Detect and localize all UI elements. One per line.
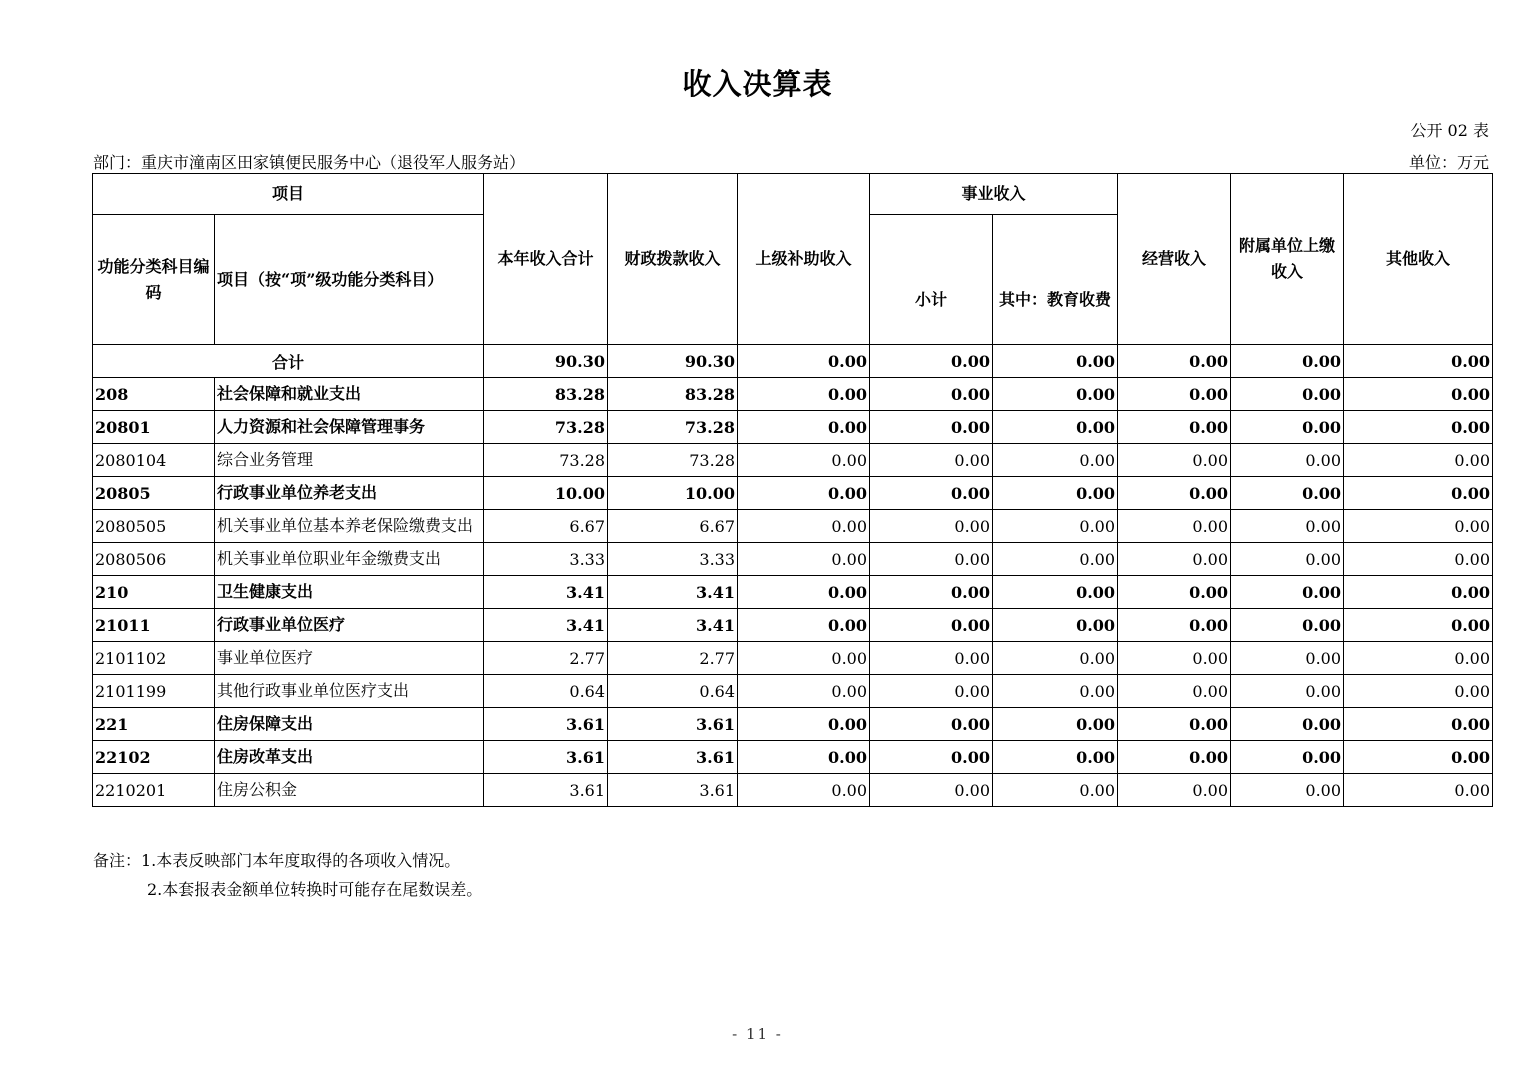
total-cell: 90.30 [608,345,738,378]
row-value: 0.00 [738,675,870,708]
row-value: 3.33 [484,543,608,576]
row-value: 0.00 [870,675,993,708]
note-line-2: 2.本套报表金额单位转换时可能存在尾数误差。 [147,880,483,899]
row-value: 0.00 [870,477,993,510]
row-value: 73.28 [484,411,608,444]
row-value: 0.00 [870,741,993,774]
row-value: 3.61 [608,774,738,807]
row-name: 机关事业单位职业年金缴费支出 [215,543,484,576]
row-value: 3.41 [484,609,608,642]
row-name: 卫生健康支出 [215,576,484,609]
total-cell: 0.00 [738,345,870,378]
row-value: 0.00 [993,675,1118,708]
row-value: 0.00 [993,444,1118,477]
row-value: 0.00 [1231,477,1344,510]
row-value: 3.61 [484,708,608,741]
row-value: 0.64 [608,675,738,708]
row-value: 0.00 [870,411,993,444]
table-row [93,741,1493,774]
row-value: 0.00 [993,378,1118,411]
row-value: 0.00 [870,576,993,609]
row-code: 210 [93,576,215,609]
row-value: 0.00 [1344,741,1493,774]
header-business-group: 事业收入 [870,174,1118,215]
row-value: 0.00 [870,444,993,477]
row-code: 20801 [93,411,215,444]
row-value: 0.00 [738,642,870,675]
header-total-income: 本年收入合计 [484,174,608,345]
table-row [93,510,1493,543]
row-name: 社会保障和就业支出 [215,378,484,411]
row-value: 3.33 [608,543,738,576]
row-value: 0.00 [738,411,870,444]
row-value: 0.00 [1344,444,1493,477]
row-code: 2080104 [93,444,215,477]
table-row [93,609,1493,642]
header-education: 其中：教育收费 [993,215,1118,345]
row-value: 73.28 [608,444,738,477]
row-value: 0.00 [738,444,870,477]
row-name: 住房改革支出 [215,741,484,774]
row-value: 2.77 [484,642,608,675]
row-value: 2.77 [608,642,738,675]
row-code: 20805 [93,477,215,510]
header-project: 项目 [93,174,484,215]
row-code: 2101102 [93,642,215,675]
total-cell: 0.00 [1231,345,1344,378]
row-value: 0.00 [1118,609,1231,642]
row-value: 0.00 [738,609,870,642]
row-value: 0.00 [870,642,993,675]
row-value: 0.00 [870,510,993,543]
row-value: 0.00 [993,411,1118,444]
row-value: 0.00 [993,510,1118,543]
header-item-name: 项目（按“项”级功能分类科目） [215,215,484,345]
total-label: 合计 [93,345,484,378]
row-value: 0.00 [1118,642,1231,675]
header-operating: 经营收入 [1118,174,1231,345]
row-name: 事业单位医疗 [215,642,484,675]
row-value: 0.00 [1118,444,1231,477]
row-value: 73.28 [484,444,608,477]
row-value: 0.00 [1344,543,1493,576]
table-row [93,411,1493,444]
row-value: 3.61 [608,708,738,741]
row-value: 0.00 [1344,378,1493,411]
row-name: 住房保障支出 [215,708,484,741]
row-value: 6.67 [608,510,738,543]
row-value: 6.67 [484,510,608,543]
note-line-1: 备注：1.本表反映部门本年度取得的各项收入情况。 [93,851,461,870]
row-code: 21011 [93,609,215,642]
row-value: 0.00 [1344,576,1493,609]
row-value: 0.00 [1231,411,1344,444]
row-value: 0.00 [1344,675,1493,708]
row-value: 0.00 [1231,576,1344,609]
row-value: 0.00 [870,708,993,741]
row-value: 3.61 [484,774,608,807]
table-row [93,378,1493,411]
total-row [93,345,1493,378]
row-code: 2210201 [93,774,215,807]
row-value: 0.00 [1231,642,1344,675]
row-code: 208 [93,378,215,411]
row-value: 83.28 [484,378,608,411]
total-cell: 0.00 [1118,345,1231,378]
row-value: 0.00 [870,378,993,411]
page-title: 收入决算表 [682,67,833,101]
row-name: 人力资源和社会保障管理事务 [215,411,484,444]
row-code: 2080505 [93,510,215,543]
row-value: 0.00 [738,708,870,741]
header-subtotal: 小计 [870,215,993,345]
row-name: 行政事业单位医疗 [215,609,484,642]
header-other: 其他收入 [1344,174,1493,345]
row-name: 住房公积金 [215,774,484,807]
row-value: 0.00 [1344,477,1493,510]
row-value: 0.00 [1231,444,1344,477]
row-value: 0.00 [738,510,870,543]
row-value: 0.00 [1118,741,1231,774]
row-value: 0.00 [738,378,870,411]
unit-label: 单位：万元 [1408,153,1489,172]
row-value: 0.00 [1344,609,1493,642]
row-value: 3.61 [608,741,738,774]
row-value: 0.00 [1118,576,1231,609]
total-cell: 0.00 [993,345,1118,378]
row-value: 0.00 [1231,609,1344,642]
row-value: 0.00 [1118,411,1231,444]
table-row [93,477,1493,510]
total-cell: 90.30 [484,345,608,378]
header-fiscal: 财政拨款收入 [608,174,738,345]
row-value: 0.00 [870,543,993,576]
row-value: 0.00 [738,543,870,576]
row-value: 0.00 [738,774,870,807]
row-value: 0.00 [1231,708,1344,741]
row-value: 0.00 [870,609,993,642]
row-name: 综合业务管理 [215,444,484,477]
row-value: 0.00 [993,609,1118,642]
row-value: 0.00 [1118,477,1231,510]
total-cell: 0.00 [870,345,993,378]
row-value: 0.00 [870,774,993,807]
row-value: 0.00 [993,708,1118,741]
row-value: 0.00 [993,477,1118,510]
row-value: 0.00 [1231,543,1344,576]
row-value: 0.00 [1118,774,1231,807]
row-value: 3.41 [608,576,738,609]
row-value: 0.00 [1118,708,1231,741]
row-value: 0.00 [1231,741,1344,774]
row-name: 行政事业单位养老支出 [215,477,484,510]
row-value: 0.00 [738,741,870,774]
row-value: 0.00 [1231,774,1344,807]
header-func-code: 功能分类科目编码 [93,215,215,345]
row-value: 10.00 [608,477,738,510]
row-value: 0.00 [1118,543,1231,576]
row-code: 2101199 [93,675,215,708]
row-value: 3.61 [484,741,608,774]
table-row [93,675,1493,708]
row-value: 0.00 [1118,675,1231,708]
table-row [93,444,1493,477]
row-value: 0.00 [1118,378,1231,411]
row-value: 0.00 [1344,510,1493,543]
total-cell: 0.00 [1344,345,1493,378]
row-code: 221 [93,708,215,741]
row-value: 83.28 [608,378,738,411]
row-value: 0.00 [1344,708,1493,741]
department-label: 部门：重庆市潼南区田家镇便民服务中心（退役军人服务站） [93,153,526,172]
row-value: 0.00 [993,543,1118,576]
row-value: 0.00 [1231,675,1344,708]
notes [93,846,482,904]
form-number: 公开 02 表 [1410,121,1489,140]
row-value: 0.00 [1344,642,1493,675]
table-body [93,345,1493,807]
row-value: 0.00 [1231,510,1344,543]
header-affiliated: 附属单位上缴收入 [1231,174,1344,345]
row-value: 0.00 [993,576,1118,609]
row-value: 10.00 [484,477,608,510]
header-superior: 上级补助收入 [738,174,870,345]
row-value: 0.00 [1118,510,1231,543]
row-value: 0.00 [738,576,870,609]
table-row [93,708,1493,741]
row-value: 3.41 [484,576,608,609]
row-value: 3.41 [608,609,738,642]
row-code: 2080506 [93,543,215,576]
table-row [93,543,1493,576]
table-row [93,642,1493,675]
table-row [93,576,1493,609]
row-name: 机关事业单位基本养老保险缴费支出 [215,510,484,543]
page-number: - 11 - [732,1025,783,1043]
income-table [92,173,1493,807]
row-name: 其他行政事业单位医疗支出 [215,675,484,708]
row-value: 0.00 [1344,411,1493,444]
row-value: 0.00 [738,477,870,510]
row-code: 22102 [93,741,215,774]
row-value: 0.64 [484,675,608,708]
row-value: 0.00 [993,774,1118,807]
table-row [93,774,1493,807]
row-value: 73.28 [608,411,738,444]
row-value: 0.00 [993,741,1118,774]
row-value: 0.00 [1231,378,1344,411]
row-value: 0.00 [993,642,1118,675]
row-value: 0.00 [1344,774,1493,807]
